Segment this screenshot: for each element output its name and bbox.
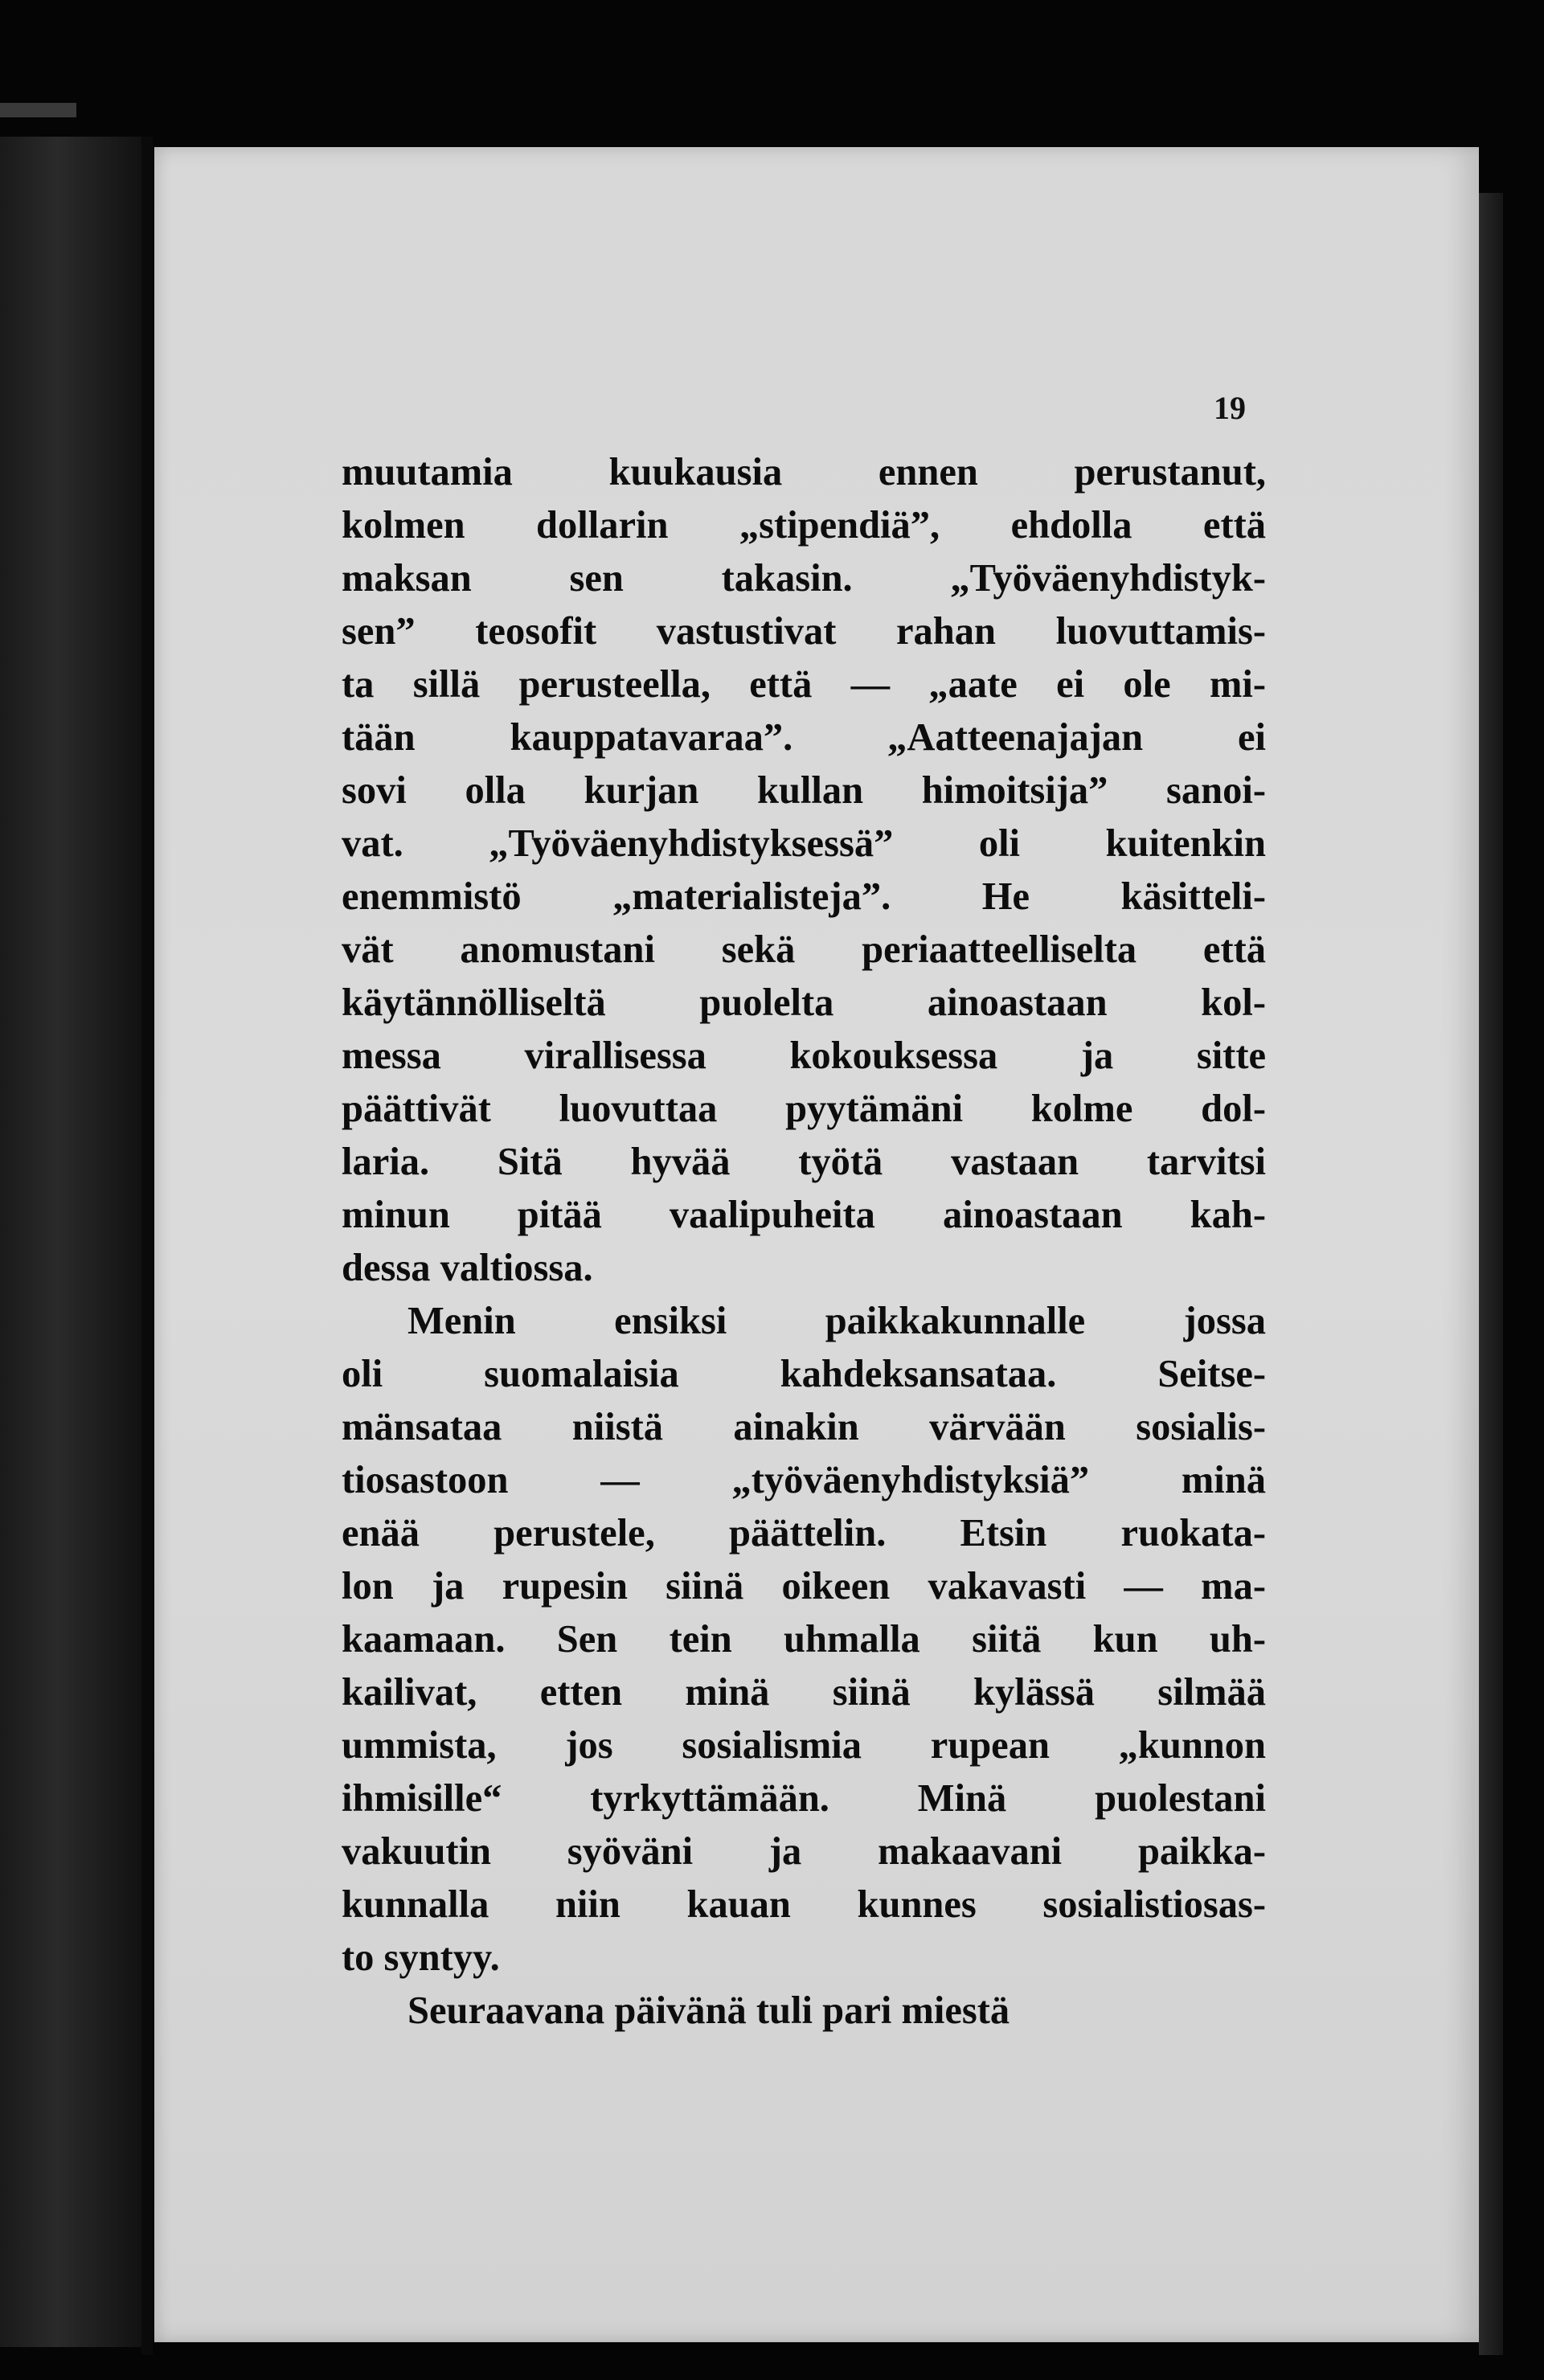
- text-line: vät anomustani sekä periaatteelliselta että: [342, 928, 1266, 971]
- text-line: sovi olla kurjan kullan himoitsija” sanoi-: [342, 769, 1266, 812]
- text-line: Seuraavana päivänä tuli pari miestä: [408, 1989, 1010, 2032]
- paragraph: [342, 446, 1266, 1295]
- scan-edge-mark: [0, 103, 76, 117]
- text-line: muutamia kuukausia ennen perustanut,: [342, 451, 1266, 494]
- text-line: kunnalla niin kauan kunnes sosialistiosas-: [342, 1883, 1266, 1926]
- book-cover-edge: [1479, 193, 1503, 2355]
- text-line: tiosastoon — „työväenyhdistyksiä” minä: [342, 1459, 1266, 1501]
- paragraph: [342, 1295, 1266, 1985]
- text-line: käytännölliseltä puolelta ainoastaan kol-: [342, 981, 1266, 1024]
- body-text: [342, 446, 1266, 2038]
- page-number: 19: [1214, 390, 1246, 426]
- text-line: kaamaan. Sen tein uhmalla siitä kun uh-: [342, 1618, 1266, 1661]
- text-line: sen” teosofit vastustivat rahan luovuttamis-: [342, 610, 1266, 653]
- text-line: lon ja rupesin siinä oikeen vakavasti — ma-: [342, 1565, 1266, 1608]
- text-line: ta sillä perusteella, että — „aate ei ole mi-: [342, 663, 1266, 706]
- text-line: minun pitää vaalipuheita ainoastaan kah-: [342, 1194, 1266, 1236]
- previous-page-edge: [0, 137, 145, 2347]
- text-line: oli suomalaisia kahdeksansataa. Seitse-: [342, 1353, 1266, 1395]
- text-line: vat. „Työväenyhdistyksessä” oli kuitenkin: [342, 822, 1266, 865]
- text-line: vakuutin syöväni ja makaavani paikka-: [342, 1830, 1266, 1873]
- text-line: maksan sen takasin. „Työväenyhdistyk-: [342, 557, 1266, 600]
- text-line: to syntyy.: [342, 1936, 500, 1979]
- text-line: laria. Sitä hyvää työtä vastaan tarvitsi: [342, 1141, 1266, 1183]
- text-line: messa virallisessa kokouksessa ja sitte: [342, 1034, 1266, 1077]
- text-line: ihmisille“ tyrkyttämään. Minä puolestani: [342, 1777, 1266, 1820]
- text-line: tään kauppatavaraa”. „Aatteenajajan ei: [342, 716, 1266, 759]
- text-line: enemmistö „materialisteja”. He käsitteli-: [342, 875, 1266, 918]
- text-line: kolmen dollarin „stipendiä”, ehdolla että: [342, 504, 1266, 547]
- text-line: kailivat, etten minä siinä kylässä silmää: [342, 1671, 1266, 1714]
- text-line: Menin ensiksi paikkakunnalle jossa: [408, 1300, 1266, 1342]
- text-line: dessa valtiossa.: [342, 1247, 593, 1289]
- text-line: enää perustele, päättelin. Etsin ruokata-: [342, 1512, 1266, 1555]
- text-line: päättivät luovuttaa pyytämäni kolme dol-: [342, 1088, 1266, 1130]
- book-spine-edge: [141, 137, 153, 2355]
- text-line: ummista, jos sosialismia rupean „kunnon: [342, 1724, 1266, 1767]
- paragraph: [342, 1985, 1266, 2038]
- text-line: mänsataa niistä ainakin värvään sosialis-: [342, 1406, 1266, 1448]
